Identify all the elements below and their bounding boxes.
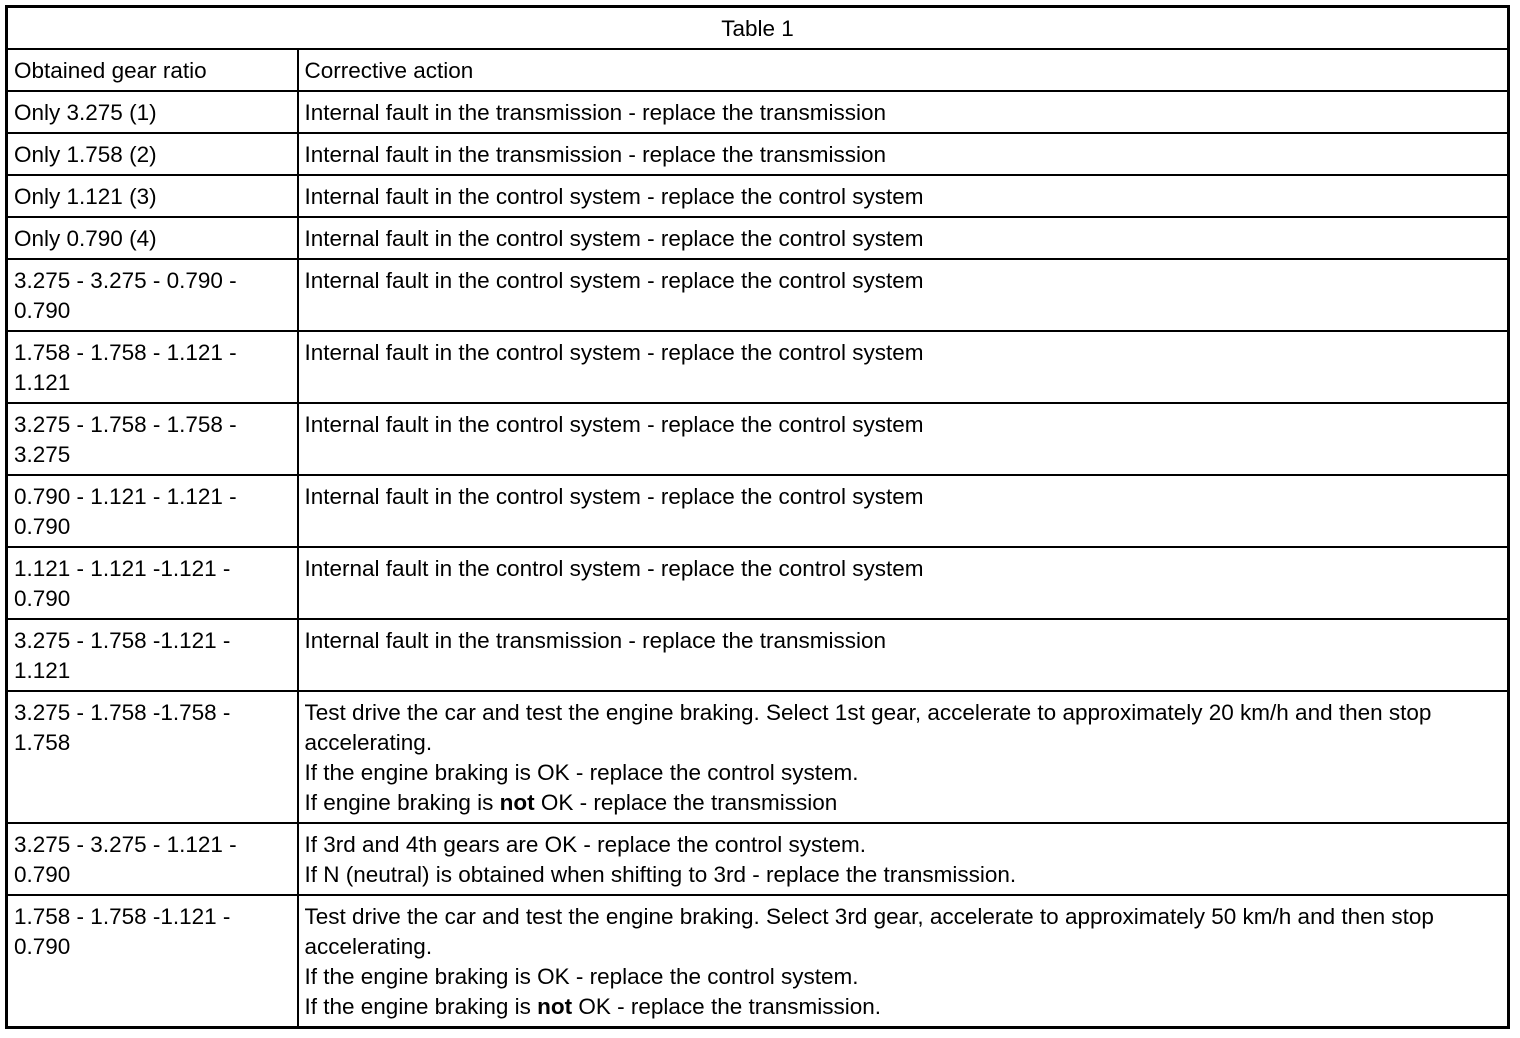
- gear-ratio-cell: 0.790 - 1.121 - 1.121 - 0.790: [7, 475, 298, 547]
- table-row: [7, 823, 1509, 895]
- gear-ratio-cell: 1.121 - 1.121 -1.121 - 0.790: [7, 547, 298, 619]
- corrective-action-line: [305, 992, 1502, 1022]
- corrective-action-cell: [298, 91, 1509, 133]
- action-text-segment: If the engine braking is: [304, 994, 538, 1019]
- gear-ratio-cell: 1.758 - 1.758 -1.121 - 0.790: [7, 895, 298, 1028]
- gear-ratio-cell: 1.758 - 1.758 - 1.121 - 1.121: [7, 331, 298, 403]
- corrective-action-cell: [298, 619, 1509, 691]
- table-row: [7, 895, 1509, 1028]
- corrective-action-line: If N (neutral) is obtained when shifting to 3rd - replace the transmission.: [304, 862, 1017, 887]
- action-text-segment: If engine braking is: [304, 790, 500, 815]
- corrective-action-line: If the engine braking is OK - replace the control system.: [304, 964, 859, 989]
- table-row: [7, 403, 1509, 475]
- table-row: [7, 175, 1509, 217]
- gear-ratio-cell: 3.275 - 1.758 -1.121 - 1.121: [7, 619, 298, 691]
- gear-ratio-cell: 3.275 - 3.275 - 1.121 - 0.790: [7, 823, 298, 895]
- gear-ratio-cell: Only 1.121 (3): [7, 175, 298, 217]
- corrective-action-cell: [298, 895, 1509, 1028]
- column-header-gear-ratio: Obtained gear ratio: [7, 49, 298, 91]
- corrective-action-line: Internal fault in the control system - replace the control system: [304, 268, 924, 293]
- corrective-action-cell: [298, 547, 1509, 619]
- table-row: [7, 475, 1509, 547]
- header-row: [7, 49, 1509, 91]
- column-header-corrective-action: Corrective action: [298, 49, 1509, 91]
- gear-ratio-cell: Only 1.758 (2): [7, 133, 298, 175]
- corrective-action-line: Internal fault in the control system - replace the control system: [304, 184, 924, 209]
- table-row: [7, 217, 1509, 259]
- gear-ratio-cell: Only 3.275 (1): [7, 91, 298, 133]
- corrective-action-line: Internal fault in the control system - replace the control system: [304, 484, 924, 509]
- corrective-action-cell: [298, 403, 1509, 475]
- table-body: [7, 91, 1509, 1028]
- corrective-action-cell: [298, 175, 1509, 217]
- table-row: [7, 133, 1509, 175]
- gear-ratio-cell: Only 0.790 (4): [7, 217, 298, 259]
- corrective-action-line: Internal fault in the transmission - replace the transmission: [304, 142, 887, 167]
- corrective-action-cell: [298, 823, 1509, 895]
- title-row: [7, 7, 1509, 50]
- corrective-action-cell: [298, 331, 1509, 403]
- corrective-action-line: If 3rd and 4th gears are OK - replace the control system.: [304, 832, 867, 857]
- corrective-action-line: Internal fault in the control system - replace the control system: [304, 226, 924, 251]
- corrective-action-cell: [298, 217, 1509, 259]
- gear-ratio-cell: 3.275 - 1.758 - 1.758 - 3.275: [7, 403, 298, 475]
- emphasis-text: not: [537, 994, 573, 1019]
- corrective-action-line: Test drive the car and test the engine braking. Select 3rd gear, accelerate to approximately 50 km/h and then stop accelerating.: [304, 904, 1434, 959]
- corrective-action-line: Internal fault in the transmission - replace the transmission: [304, 100, 887, 125]
- table-row: [7, 331, 1509, 403]
- emphasis-text: not: [499, 790, 535, 815]
- corrective-action-line: Internal fault in the transmission - replace the transmission: [304, 628, 887, 653]
- table-row: [7, 547, 1509, 619]
- corrective-action-cell: [298, 475, 1509, 547]
- gear-ratio-table: [5, 5, 1510, 1029]
- corrective-action-cell: [298, 133, 1509, 175]
- table-row: [7, 259, 1509, 331]
- gear-ratio-cell: 3.275 - 3.275 - 0.790 - 0.790: [7, 259, 298, 331]
- table-title: Table 1: [7, 7, 1509, 50]
- table-row: [7, 691, 1509, 823]
- corrective-action-line: If the engine braking is OK - replace the control system.: [304, 760, 859, 785]
- corrective-action-cell: [298, 259, 1509, 331]
- corrective-action-line: Internal fault in the control system - replace the control system: [304, 340, 924, 365]
- gear-ratio-cell: 3.275 - 1.758 -1.758 - 1.758: [7, 691, 298, 823]
- corrective-action-line: Internal fault in the control system - replace the control system: [304, 556, 924, 581]
- corrective-action-cell: [298, 691, 1509, 823]
- action-text-segment: OK - replace the transmission: [534, 790, 838, 815]
- table-row: [7, 91, 1509, 133]
- corrective-action-line: Test drive the car and test the engine braking. Select 1st gear, accelerate to approximately 20 km/h and then stop accelerating.: [304, 700, 1432, 755]
- table-row: [7, 619, 1509, 691]
- corrective-action-line: Internal fault in the control system - replace the control system: [304, 412, 924, 437]
- corrective-action-line: [305, 788, 1502, 818]
- action-text-segment: OK - replace the transmission.: [572, 994, 882, 1019]
